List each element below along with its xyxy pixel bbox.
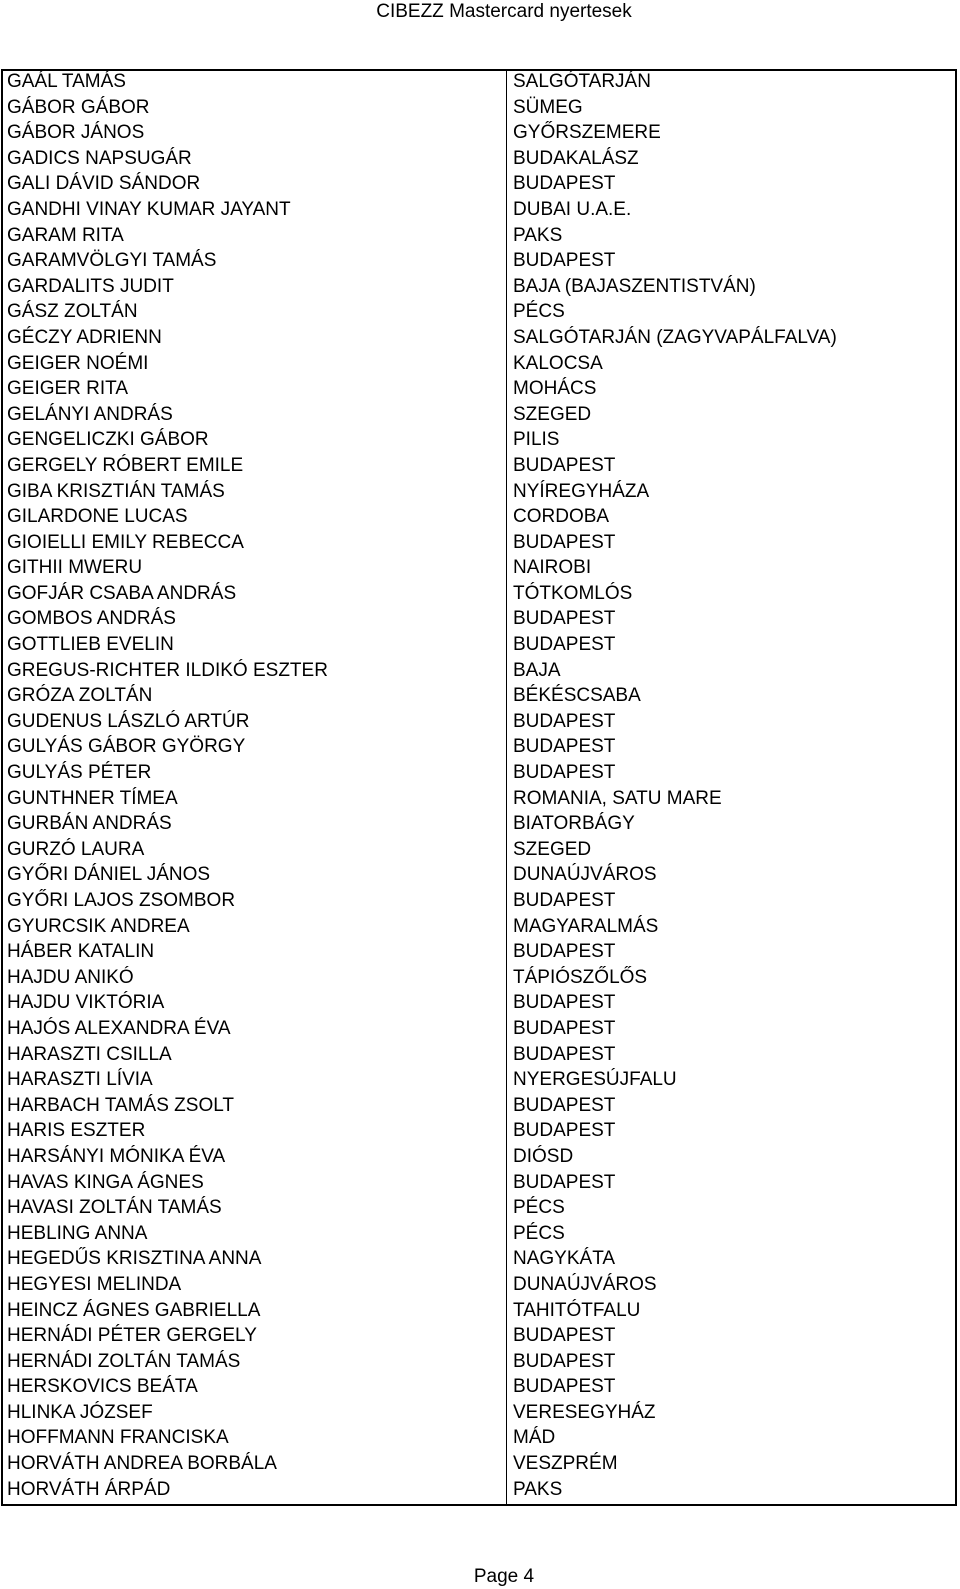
winner-name: GIOIELLI EMILY REBECCA [7, 531, 244, 553]
winner-name: HAJDU VIKTÓRIA [7, 992, 165, 1014]
table-row [0, 197, 956, 223]
winner-name: HARBACH TAMÁS ZSOLT [7, 1094, 234, 1116]
table-row [0, 555, 956, 581]
table-row [0, 786, 956, 812]
table-row [0, 606, 956, 632]
document-title: CIBEZZ Mastercard nyertesek [376, 1, 632, 22]
winner-city: TAHITÓTFALU [513, 1299, 641, 1321]
winner-name: GYURCSIK ANDREA [7, 915, 190, 937]
winner-name: HERNÁDI ZOLTÁN TAMÁS [7, 1350, 241, 1372]
table-row [0, 1349, 956, 1375]
table-row [0, 248, 956, 274]
table-row [0, 1298, 956, 1324]
winner-city: PÉCS [513, 1197, 565, 1219]
table-row [0, 1170, 956, 1196]
winner-city: BÉKÉSCSABA [513, 685, 641, 707]
winner-name: GADICS NAPSUGÁR [7, 147, 192, 169]
table-row [0, 1118, 956, 1144]
table-row [0, 888, 956, 914]
winner-name: GEIGER NOÉMI [7, 352, 149, 374]
winner-name: GÁBOR JÁNOS [7, 122, 145, 144]
winner-city: BAJA [513, 659, 561, 681]
winners-table-rows [0, 69, 956, 1502]
winner-name: HOFFMANN FRANCISKA [7, 1427, 229, 1449]
table-row [0, 1400, 956, 1426]
table-row [0, 1323, 956, 1349]
winner-city: BUDAPEST [513, 454, 616, 476]
table-row [0, 325, 956, 351]
winner-name: HEINCZ ÁGNES GABRIELLA [7, 1299, 261, 1321]
winner-city: BUDAPEST [513, 1376, 616, 1398]
winner-city: GYŐRSZEMERE [513, 122, 661, 144]
table-row [0, 1451, 956, 1477]
winner-city: VESZPRÉM [513, 1453, 618, 1475]
table-row [0, 146, 956, 172]
winner-city: BUDAPEST [513, 941, 616, 963]
winner-name: GULYÁS GÁBOR GYÖRGY [7, 736, 246, 758]
winner-city: MÁD [513, 1427, 556, 1449]
winner-city: NAGYKÁTA [513, 1248, 616, 1270]
winner-city: NAIROBI [513, 557, 592, 579]
winner-name: GYŐRI DÁNIEL JÁNOS [7, 864, 211, 886]
table-row [0, 274, 956, 300]
winner-name: HORVÁTH ÁRPÁD [7, 1478, 171, 1500]
winner-name: HLINKA JÓZSEF [7, 1401, 153, 1423]
table-row [0, 632, 956, 658]
table-row [0, 1093, 956, 1119]
winner-name: GOMBOS ANDRÁS [7, 608, 176, 630]
winner-name: HARSÁNYI MÓNIKA ÉVA [7, 1145, 226, 1167]
winner-name: HAVAS KINGA ÁGNES [7, 1171, 204, 1193]
winner-name: GAÁL TAMÁS [7, 71, 126, 92]
winner-city: DIÓSD [513, 1145, 574, 1167]
table-row [0, 299, 956, 325]
table-row [0, 1067, 956, 1093]
winner-name: GREGUS-RICHTER ILDIKÓ ESZTER [7, 659, 328, 681]
winner-name: HAVASI ZOLTÁN TAMÁS [7, 1197, 222, 1219]
table-row [0, 1042, 956, 1068]
winner-name: GARDALITS JUDIT [7, 275, 174, 297]
winner-name: GRÓZA ZOLTÁN [7, 685, 153, 707]
winner-city: KALOCSA [513, 352, 603, 374]
winner-name: HEGYESI MELINDA [7, 1273, 182, 1295]
winner-name: GYŐRI LAJOS ZSOMBOR [7, 890, 236, 911]
winner-name: GARAM RITA [7, 224, 124, 246]
winner-city: BUDAPEST [513, 710, 616, 732]
winner-city: BUDAPEST [513, 1325, 616, 1347]
table-row [0, 171, 956, 197]
winner-name: GOFJÁR CSABA ANDRÁS [7, 582, 237, 604]
winner-name: GOTTLIEB EVELIN [7, 634, 174, 656]
winner-city: BUDAPEST [513, 1120, 616, 1142]
table-row [0, 1374, 956, 1400]
table-row [0, 95, 956, 121]
winner-name: HERNÁDI PÉTER GERGELY [7, 1325, 257, 1347]
winner-name: GERGELY RÓBERT EMILE [7, 454, 244, 476]
winner-name: GALI DÁVID SÁNDOR [7, 173, 201, 195]
winner-name: HERSKOVICS BEÁTA [7, 1376, 198, 1398]
winner-city: CORDOBA [513, 506, 610, 528]
table-row [0, 504, 956, 530]
winner-city: DUBAI U.A.E. [513, 198, 632, 220]
winner-name: HARASZTI CSILLA [7, 1043, 172, 1065]
table-row [0, 530, 956, 556]
winner-city: BUDAPEST [513, 634, 616, 656]
winner-name: HORVÁTH ANDREA BORBÁLA [7, 1453, 277, 1475]
winner-name: GILARDONE LUCAS [7, 506, 188, 528]
winner-city: BUDAPEST [513, 1094, 616, 1116]
winner-name: HAJÓS ALEXANDRA ÉVA [7, 1017, 231, 1039]
winner-city: DUNAÚJVÁROS [513, 864, 657, 886]
winner-city: BUDAPEST [513, 736, 616, 758]
winner-city: PAKS [513, 224, 563, 246]
table-row [0, 990, 956, 1016]
winner-city: BIATORBÁGY [513, 813, 635, 835]
winner-name: HARASZTI LÍVIA [7, 1069, 153, 1091]
table-row [0, 1144, 956, 1170]
table-row [0, 376, 956, 402]
winner-city: BUDAPEST [513, 762, 616, 784]
table-row [0, 402, 956, 428]
winner-city: BUDAPEST [513, 992, 616, 1014]
winner-city: PILIS [513, 429, 560, 451]
winner-city: BUDAPEST [513, 1171, 616, 1193]
winner-name: HEGEDŰS KRISZTINA ANNA [7, 1248, 262, 1270]
winner-city: BUDAPEST [513, 1350, 616, 1372]
winner-name: GEIGER RITA [7, 378, 129, 400]
table-row [0, 1425, 956, 1451]
winner-name: GÁSZ ZOLTÁN [7, 301, 138, 323]
winner-city: BUDAPEST [513, 608, 616, 630]
winner-city: SZEGED [513, 838, 592, 860]
table-row [0, 658, 956, 684]
table-row [0, 1016, 956, 1042]
winner-name: HÁBER KATALIN [7, 941, 155, 963]
winner-city: DUNAÚJVÁROS [513, 1273, 657, 1295]
winner-city: BUDAPEST [513, 1043, 616, 1065]
winner-name: GITHII MWERU [7, 557, 143, 579]
table-row [0, 581, 956, 607]
winner-city: TÁPIÓSZŐLŐS [513, 966, 648, 988]
table-row [0, 351, 956, 377]
winner-city: SÜMEG [513, 96, 583, 118]
table-row [0, 69, 956, 95]
winner-name: GÉCZY ADRIENN [7, 326, 162, 348]
winner-name: HARIS ESZTER [7, 1120, 146, 1142]
table-row [0, 1246, 956, 1272]
winner-city: MAGYARALMÁS [513, 915, 659, 937]
table-row [0, 734, 956, 760]
table-row [0, 862, 956, 888]
table-row [0, 223, 956, 249]
table-row [0, 1272, 956, 1298]
winner-name: GENGELICZKI GÁBOR [7, 429, 209, 451]
winner-city: PAKS [513, 1478, 563, 1500]
table-row [0, 479, 956, 505]
winner-city: SZEGED [513, 403, 592, 425]
winner-name: GELÁNYI ANDRÁS [7, 403, 173, 425]
table-row [0, 1477, 956, 1503]
winner-city: PÉCS [513, 301, 565, 323]
winner-city: NYÍREGYHÁZA [513, 480, 650, 502]
winner-city: ROMANIA, SATU MARE [513, 787, 722, 809]
winner-name: GULYÁS PÉTER [7, 762, 152, 784]
table-row [0, 453, 956, 479]
table-row [0, 683, 956, 709]
winner-city: PÉCS [513, 1222, 565, 1244]
winner-name: GANDHI VINAY KUMAR JAYANT [7, 198, 291, 220]
winner-name: GIBA KRISZTIÁN TAMÁS [7, 480, 225, 502]
winner-city: TÓTKOMLÓS [513, 582, 633, 604]
winner-name: GURZÓ LAURA [7, 838, 145, 860]
winner-city: BAJA (BAJASZENTISTVÁN) [513, 275, 756, 297]
table-row [0, 427, 956, 453]
winner-city: NYERGESÚJFALU [513, 1069, 677, 1091]
table-row [0, 120, 956, 146]
winner-city: SALGÓTARJÁN [513, 71, 651, 92]
winner-city: BUDAPEST [513, 890, 616, 911]
winner-city: BUDAPEST [513, 531, 616, 553]
table-row [0, 939, 956, 965]
winner-name: GUDENUS LÁSZLÓ ARTÚR [7, 710, 250, 732]
winner-name: HAJDU ANIKÓ [7, 966, 134, 988]
winner-name: HEBLING ANNA [7, 1222, 148, 1244]
table-row [0, 1195, 956, 1221]
winner-name: GUNTHNER TÍMEA [7, 787, 178, 809]
winner-city: BUDAKALÁSZ [513, 147, 639, 169]
winner-city: VERESEGYHÁZ [513, 1401, 656, 1423]
page-number: Page 4 [473, 1566, 535, 1587]
table-row [0, 811, 956, 837]
table-row [0, 760, 956, 786]
winner-name: GÁBOR GÁBOR [7, 96, 150, 118]
table-row [0, 709, 956, 735]
table-row [0, 837, 956, 863]
winner-city: SALGÓTARJÁN (ZAGYVAPÁLFALVA) [513, 326, 837, 348]
winner-name: GARAMVÖLGYI TAMÁS [7, 250, 217, 272]
winner-city: BUDAPEST [513, 173, 616, 195]
table-row [0, 914, 956, 940]
winner-city: BUDAPEST [513, 1017, 616, 1039]
winner-city: MOHÁCS [513, 378, 597, 400]
winner-name: GURBÁN ANDRÁS [7, 813, 172, 835]
table-row [0, 965, 956, 991]
table-row [0, 1221, 956, 1247]
winner-city: BUDAPEST [513, 250, 616, 272]
